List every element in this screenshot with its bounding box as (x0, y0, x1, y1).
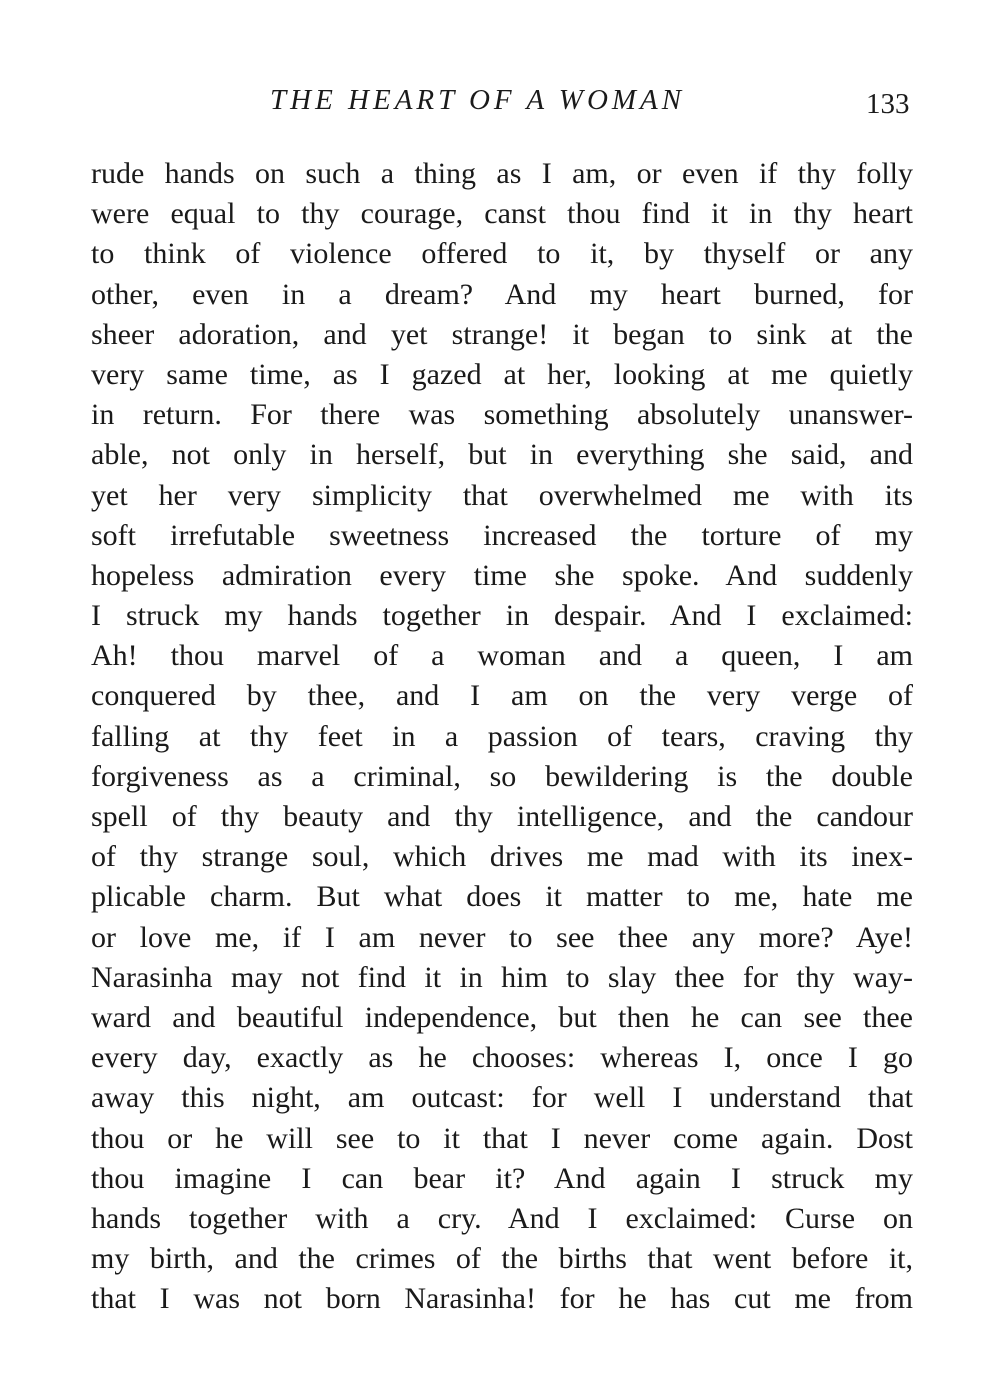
running-head-title: THE HEART OF A WOMAN (270, 84, 686, 116)
text-line: that I was not born Narasinha! for he has cut me from (91, 1282, 913, 1316)
text-line: spell of thy beauty and thy intelligence, and the candour (91, 800, 913, 833)
text-line: Ah! thou marvel of a woman and a queen, I am (91, 639, 913, 673)
text-line: of thy strange soul, which drives me mad with its inex- (91, 840, 913, 874)
text-line: my birth, and the crimes of the births that went before it, (91, 1242, 913, 1276)
page-number: 133 (866, 88, 910, 120)
text-line: rude hands on such a thing as I am, or even if thy folly (91, 157, 913, 190)
text-line: ward and beautiful independence, but then he can see thee (91, 1000, 913, 1034)
text-line: hopeless admiration every time she spoke. And suddenly (91, 558, 913, 592)
text-line: conquered by thee, and I am on the very verge of (91, 679, 913, 713)
text-line: falling at thy feet in a passion of tears, craving thy (91, 719, 913, 753)
text-line: sheer adoration, and yet strange! it began to sink at the (91, 317, 913, 351)
text-line: Narasinha may not find it in him to slay thee for thy way- (91, 960, 913, 994)
text-line: or love me, if I am never to see thee any more? Aye! (91, 920, 913, 954)
text-line: soft irrefutable sweetness increased the torture of my (91, 518, 913, 552)
text-line: plicable charm. But what does it matter to me, hate me (91, 880, 913, 914)
text-line: every day, exactly as he chooses: whereas I, once I go (91, 1041, 913, 1075)
text-line: thou imagine I can bear it? And again I struck my (91, 1161, 913, 1195)
text-line: away this night, am outcast: for well I understand that (91, 1081, 913, 1115)
text-line: I struck my hands together in despair. And I exclaimed: (91, 599, 913, 633)
text-line: very same time, as I gazed at her, looking at me quietly (91, 357, 913, 391)
text-line: in return. For there was something absolutely unanswer- (91, 398, 913, 432)
text-line: were equal to thy courage, canst thou find it in thy heart (91, 197, 913, 231)
text-line: able, not only in herself, but in everything she said, and (91, 438, 913, 472)
text-line: other, even in a dream? And my heart burned, for (91, 277, 913, 311)
text-line: to think of violence offered to it, by thyself or any (91, 237, 913, 271)
text-line: yet her very simplicity that overwhelmed me with its (91, 478, 913, 512)
text-line: forgiveness as a criminal, so bewildering is the double (91, 759, 913, 793)
text-line: hands together with a cry. And I exclaimed: Curse on (91, 1201, 913, 1235)
body-text (91, 154, 913, 1319)
text-line: thou or he will see to it that I never come again. Dost (91, 1121, 913, 1155)
running-head (0, 82, 1000, 122)
